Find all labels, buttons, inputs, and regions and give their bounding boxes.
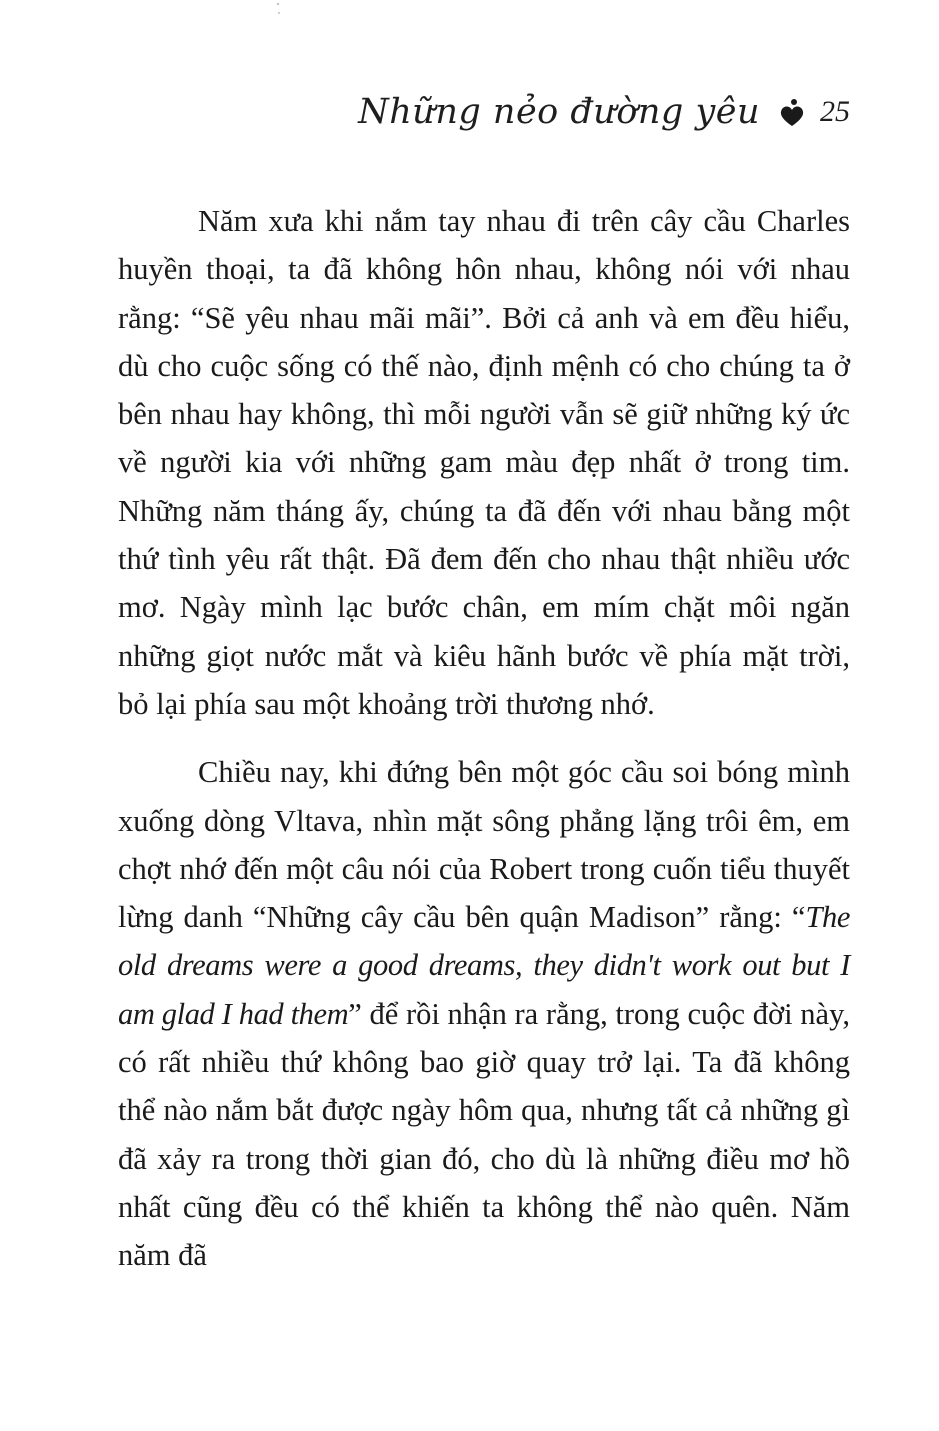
paragraph-2-intro: Chiều nay, khi đứng bên một góc cầu soi bóng mình xuống dòng Vltava, nhìn mặt sông phẳng lặng trôi êm, em chợt nhớ đến một câu nói của Robert trong cuốn tiểu thuyết lừng danh “Những cây cầu bên quận Madison” rằng: “ (118, 755, 850, 935)
page-number: 25 (820, 95, 850, 128)
scan-specks (270, 0, 290, 20)
body-text (118, 197, 850, 1300)
paragraph-1: Năm xưa khi nắm tay nhau đi trên cây cầu Charles huyền thoại, ta đã không hôn nhau, không nói với nhau rằng: “Sẽ yêu nhau mãi mãi”. Bởi cả anh và em đều hiểu, dù cho cuộc sống có thế nào, định mệnh có cho chúng ta ở bên nhau hay không, thì mỗi người vẫn sẽ giữ những ký ức về người kia với những gam màu đẹp nhất ở trong tim. Những năm tháng ấy, chúng ta đã đến với nhau bằng một thứ tình yêu rất thật. Đã đem đến cho nhau thật nhiều ước mơ. Ngày mình lạc bước chân, em mím chặt môi ngăn những giọt nước mắt và kiêu hãnh bước về phía mặt trời, bỏ lại phía sau một khoảng trời thương nhớ. (118, 204, 850, 721)
paragraph-2-continuation: ” để rồi nhận ra rằng, trong cuộc đời này, có rất nhiều thứ không bao giờ quay trở lại. Ta đã không thể nào nắm bắt được ngày hôm qua, nhưng tất cả những gì đã xảy ra trong thời gian đó, cho dù là những điều mơ hồ nhất cũng đều có thể khiến ta không thể nào quên. Năm năm đã (118, 996, 850, 1273)
chapter-title: Những nẻo đường yêu (358, 92, 760, 132)
running-header (300, 92, 850, 152)
paragraph-2 (118, 748, 850, 1279)
heart-ornament-icon (778, 97, 806, 127)
english-quote: The old dreams were a good dreams, they didn't work out but I am glad I had them (118, 900, 850, 1031)
